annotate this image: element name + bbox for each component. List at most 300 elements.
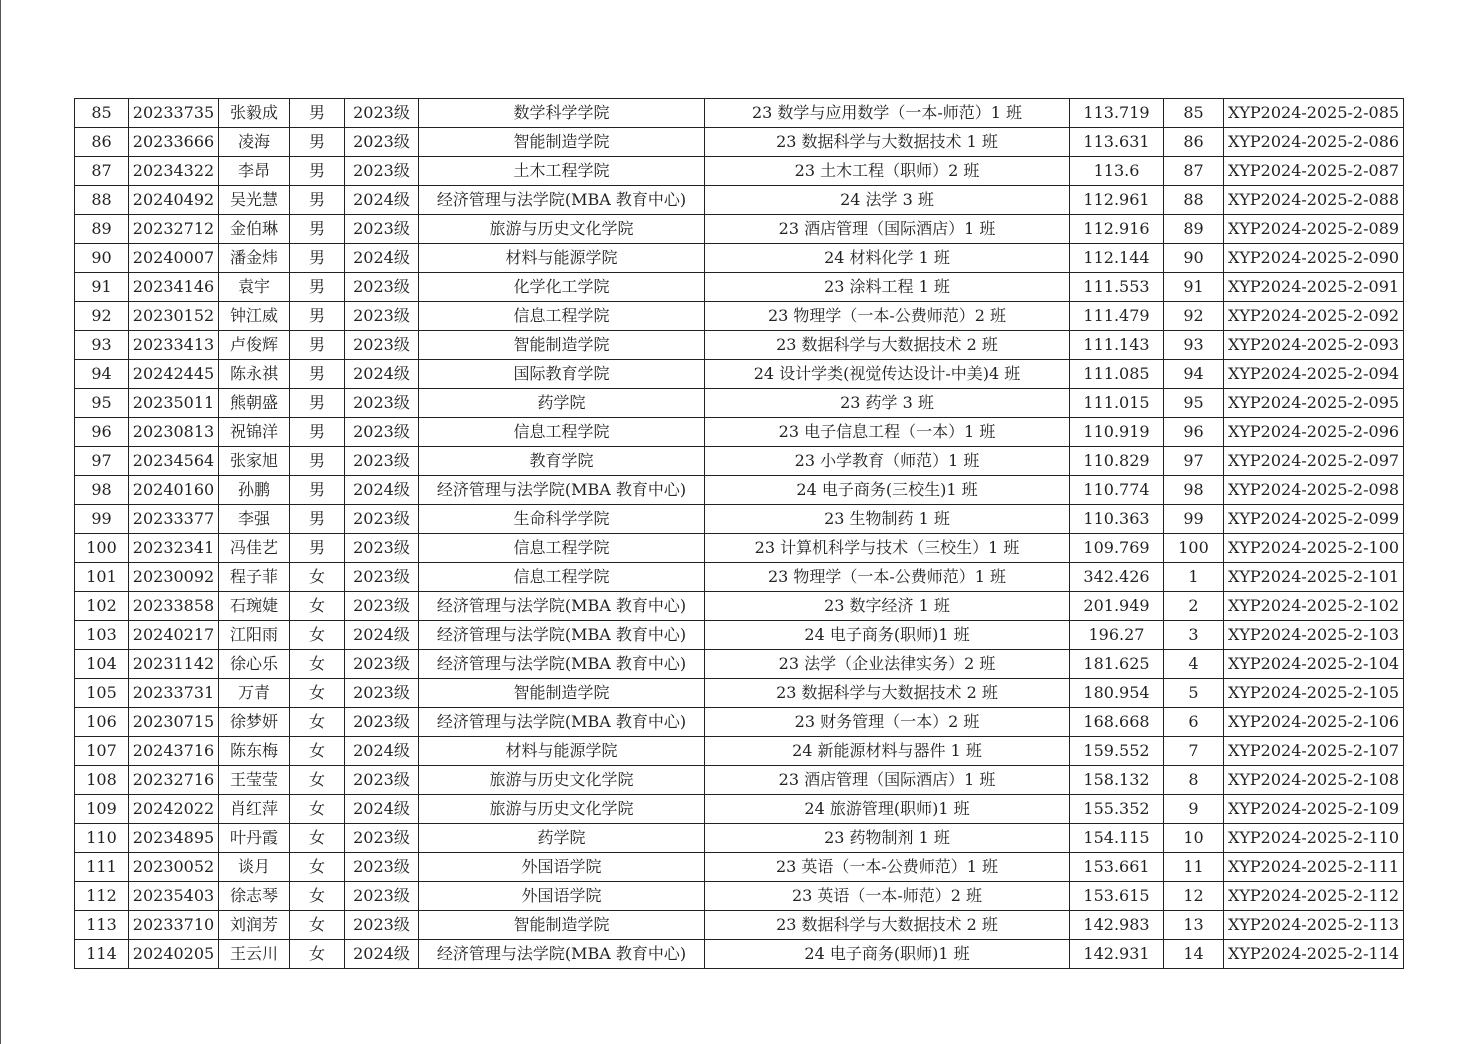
class-name-cell: 23 数据科学与大数据技术 1 班 [705,128,1070,157]
student-name-cell: 袁宇 [219,273,290,302]
row-number-cell: 85 [75,99,129,128]
table-row [75,476,1404,505]
student-id-cell: 20230715 [129,708,219,737]
score-cell: 112.961 [1070,186,1164,215]
rank-cell: 86 [1164,128,1224,157]
table-row [75,853,1404,882]
table-row [75,650,1404,679]
rank-cell: 91 [1164,273,1224,302]
student-name-cell: 谈月 [219,853,290,882]
college-cell: 信息工程学院 [419,418,705,447]
grade-cell: 2023级 [345,128,419,157]
student-id-cell: 20234895 [129,824,219,853]
student-name-cell: 凌海 [219,128,290,157]
gender-cell: 男 [290,360,345,389]
table-row [75,302,1404,331]
rank-cell: 7 [1164,737,1224,766]
student-name-cell: 万青 [219,679,290,708]
student-id-cell: 20233858 [129,592,219,621]
college-cell: 数学科学学院 [419,99,705,128]
student-id-cell: 20240205 [129,940,219,969]
score-cell: 180.954 [1070,679,1164,708]
table-row [75,940,1404,969]
student-name-cell: 冯佳艺 [219,534,290,563]
college-cell: 生命科学学院 [419,505,705,534]
student-name-cell: 刘润芳 [219,911,290,940]
score-cell: 168.668 [1070,708,1164,737]
college-cell: 信息工程学院 [419,302,705,331]
table-row [75,389,1404,418]
rank-cell: 85 [1164,99,1224,128]
student-id-cell: 20235011 [129,389,219,418]
grade-cell: 2024级 [345,476,419,505]
student-name-cell: 李强 [219,505,290,534]
certificate-code-cell: XYP2024-2025-2-114 [1224,940,1404,969]
class-name-cell: 23 数字经济 1 班 [705,592,1070,621]
college-cell: 经济管理与法学院(MBA 教育中心) [419,650,705,679]
gender-cell: 男 [290,447,345,476]
student-id-cell: 20242445 [129,360,219,389]
score-cell: 159.552 [1070,737,1164,766]
row-number-cell: 91 [75,273,129,302]
score-cell: 112.144 [1070,244,1164,273]
student-id-cell: 20232712 [129,215,219,244]
gender-cell: 女 [290,911,345,940]
row-number-cell: 97 [75,447,129,476]
certificate-code-cell: XYP2024-2025-2-103 [1224,621,1404,650]
certificate-code-cell: XYP2024-2025-2-111 [1224,853,1404,882]
row-number-cell: 110 [75,824,129,853]
grade-cell: 2023级 [345,766,419,795]
certificate-code-cell: XYP2024-2025-2-090 [1224,244,1404,273]
college-cell: 智能制造学院 [419,679,705,708]
score-cell: 153.661 [1070,853,1164,882]
table-row [75,766,1404,795]
student-name-cell: 张家旭 [219,447,290,476]
table-row [75,911,1404,940]
student-id-cell: 20230052 [129,853,219,882]
gender-cell: 女 [290,882,345,911]
row-number-cell: 111 [75,853,129,882]
certificate-code-cell: XYP2024-2025-2-085 [1224,99,1404,128]
college-cell: 经济管理与法学院(MBA 教育中心) [419,476,705,505]
class-name-cell: 24 设计学类(视觉传达设计-中美)4 班 [705,360,1070,389]
certificate-code-cell: XYP2024-2025-2-092 [1224,302,1404,331]
grade-cell: 2023级 [345,853,419,882]
row-number-cell: 86 [75,128,129,157]
score-cell: 111.479 [1070,302,1164,331]
score-cell: 113.631 [1070,128,1164,157]
rank-cell: 6 [1164,708,1224,737]
rank-cell: 89 [1164,215,1224,244]
row-number-cell: 102 [75,592,129,621]
certificate-code-cell: XYP2024-2025-2-089 [1224,215,1404,244]
student-ranking-table [74,98,1404,969]
certificate-code-cell: XYP2024-2025-2-099 [1224,505,1404,534]
student-id-cell: 20233710 [129,911,219,940]
student-name-cell: 王莹莹 [219,766,290,795]
grade-cell: 2023级 [345,418,419,447]
certificate-code-cell: XYP2024-2025-2-091 [1224,273,1404,302]
college-cell: 外国语学院 [419,882,705,911]
row-number-cell: 108 [75,766,129,795]
gender-cell: 女 [290,795,345,824]
grade-cell: 2023级 [345,911,419,940]
table-row [75,244,1404,273]
certificate-code-cell: XYP2024-2025-2-095 [1224,389,1404,418]
grade-cell: 2023级 [345,592,419,621]
gender-cell: 女 [290,621,345,650]
score-cell: 112.916 [1070,215,1164,244]
certificate-code-cell: XYP2024-2025-2-105 [1224,679,1404,708]
table-row [75,563,1404,592]
rank-cell: 5 [1164,679,1224,708]
rank-cell: 100 [1164,534,1224,563]
student-id-cell: 20240217 [129,621,219,650]
student-id-cell: 20233666 [129,128,219,157]
college-cell: 土木工程学院 [419,157,705,186]
table-row [75,186,1404,215]
gender-cell: 女 [290,708,345,737]
student-name-cell: 熊朝盛 [219,389,290,418]
grade-cell: 2024级 [345,186,419,215]
gender-cell: 女 [290,853,345,882]
class-name-cell: 23 英语（一本-公费师范）1 班 [705,853,1070,882]
student-name-cell: 钟江威 [219,302,290,331]
row-number-cell: 99 [75,505,129,534]
college-cell: 经济管理与法学院(MBA 教育中心) [419,940,705,969]
rank-cell: 11 [1164,853,1224,882]
gender-cell: 男 [290,186,345,215]
row-number-cell: 89 [75,215,129,244]
score-cell: 153.615 [1070,882,1164,911]
certificate-code-cell: XYP2024-2025-2-112 [1224,882,1404,911]
student-id-cell: 20235403 [129,882,219,911]
grade-cell: 2023级 [345,157,419,186]
grade-cell: 2023级 [345,273,419,302]
college-cell: 信息工程学院 [419,563,705,592]
certificate-code-cell: XYP2024-2025-2-094 [1224,360,1404,389]
table-row [75,679,1404,708]
class-name-cell: 23 数据科学与大数据技术 2 班 [705,679,1070,708]
score-cell: 110.919 [1070,418,1164,447]
grade-cell: 2023级 [345,534,419,563]
gender-cell: 男 [290,534,345,563]
gender-cell: 女 [290,650,345,679]
certificate-code-cell: XYP2024-2025-2-106 [1224,708,1404,737]
gender-cell: 男 [290,128,345,157]
row-number-cell: 113 [75,911,129,940]
class-name-cell: 23 数学与应用数学（一本-师范）1 班 [705,99,1070,128]
student-id-cell: 20233735 [129,99,219,128]
page-edge [0,0,1,1044]
student-name-cell: 张毅成 [219,99,290,128]
student-name-cell: 卢俊辉 [219,331,290,360]
student-id-cell: 20234322 [129,157,219,186]
class-name-cell: 23 电子信息工程（一本）1 班 [705,418,1070,447]
gender-cell: 男 [290,99,345,128]
student-id-cell: 20230813 [129,418,219,447]
gender-cell: 男 [290,302,345,331]
student-name-cell: 潘金炜 [219,244,290,273]
rank-cell: 10 [1164,824,1224,853]
gender-cell: 男 [290,389,345,418]
score-cell: 155.352 [1070,795,1164,824]
gender-cell: 男 [290,331,345,360]
certificate-code-cell: XYP2024-2025-2-110 [1224,824,1404,853]
table-row [75,331,1404,360]
table-row [75,447,1404,476]
row-number-cell: 105 [75,679,129,708]
student-name-cell: 金伯琳 [219,215,290,244]
grade-cell: 2023级 [345,679,419,708]
gender-cell: 女 [290,766,345,795]
student-id-cell: 20234146 [129,273,219,302]
gender-cell: 男 [290,505,345,534]
student-id-cell: 20230092 [129,563,219,592]
class-name-cell: 23 英语（一本-师范）2 班 [705,882,1070,911]
row-number-cell: 109 [75,795,129,824]
college-cell: 材料与能源学院 [419,737,705,766]
gender-cell: 男 [290,476,345,505]
table-row [75,418,1404,447]
grade-cell: 2023级 [345,882,419,911]
grade-cell: 2023级 [345,563,419,592]
class-name-cell: 23 小学教育（师范）1 班 [705,447,1070,476]
rank-cell: 94 [1164,360,1224,389]
college-cell: 信息工程学院 [419,534,705,563]
class-name-cell: 23 药物制剂 1 班 [705,824,1070,853]
table-row [75,157,1404,186]
rank-cell: 95 [1164,389,1224,418]
student-id-cell: 20233731 [129,679,219,708]
rank-cell: 4 [1164,650,1224,679]
student-id-cell: 20233413 [129,331,219,360]
certificate-code-cell: XYP2024-2025-2-088 [1224,186,1404,215]
rank-cell: 87 [1164,157,1224,186]
certificate-code-cell: XYP2024-2025-2-102 [1224,592,1404,621]
rank-cell: 93 [1164,331,1224,360]
rank-cell: 1 [1164,563,1224,592]
grade-cell: 2024级 [345,621,419,650]
row-number-cell: 100 [75,534,129,563]
class-name-cell: 23 物理学（一本-公费师范）1 班 [705,563,1070,592]
table-row [75,737,1404,766]
student-name-cell: 徐志琴 [219,882,290,911]
row-number-cell: 87 [75,157,129,186]
college-cell: 旅游与历史文化学院 [419,766,705,795]
grade-cell: 2023级 [345,389,419,418]
score-cell: 196.27 [1070,621,1164,650]
college-cell: 智能制造学院 [419,128,705,157]
rank-cell: 14 [1164,940,1224,969]
college-cell: 智能制造学院 [419,331,705,360]
rank-cell: 90 [1164,244,1224,273]
rank-cell: 3 [1164,621,1224,650]
college-cell: 材料与能源学院 [419,244,705,273]
college-cell: 旅游与历史文化学院 [419,215,705,244]
certificate-code-cell: XYP2024-2025-2-098 [1224,476,1404,505]
row-number-cell: 107 [75,737,129,766]
gender-cell: 女 [290,824,345,853]
row-number-cell: 92 [75,302,129,331]
grade-cell: 2023级 [345,99,419,128]
table-row [75,505,1404,534]
table-row [75,273,1404,302]
gender-cell: 男 [290,215,345,244]
score-cell: 113.6 [1070,157,1164,186]
student-name-cell: 叶丹霞 [219,824,290,853]
grade-cell: 2024级 [345,360,419,389]
college-cell: 国际教育学院 [419,360,705,389]
row-number-cell: 96 [75,418,129,447]
rank-cell: 98 [1164,476,1224,505]
student-name-cell: 王云川 [219,940,290,969]
student-id-cell: 20234564 [129,447,219,476]
class-name-cell: 24 旅游管理(职师)1 班 [705,795,1070,824]
table-row [75,621,1404,650]
college-cell: 教育学院 [419,447,705,476]
certificate-code-cell: XYP2024-2025-2-096 [1224,418,1404,447]
score-cell: 111.085 [1070,360,1164,389]
score-cell: 110.363 [1070,505,1164,534]
grade-cell: 2024级 [345,795,419,824]
grade-cell: 2024级 [345,940,419,969]
certificate-code-cell: XYP2024-2025-2-101 [1224,563,1404,592]
class-name-cell: 23 财务管理（一本）2 班 [705,708,1070,737]
student-name-cell: 程子菲 [219,563,290,592]
student-name-cell: 祝锦洋 [219,418,290,447]
certificate-code-cell: XYP2024-2025-2-100 [1224,534,1404,563]
row-number-cell: 88 [75,186,129,215]
grade-cell: 2023级 [345,447,419,476]
college-cell: 经济管理与法学院(MBA 教育中心) [419,621,705,650]
score-cell: 342.426 [1070,563,1164,592]
score-cell: 110.774 [1070,476,1164,505]
score-cell: 110.829 [1070,447,1164,476]
student-id-cell: 20242022 [129,795,219,824]
certificate-code-cell: XYP2024-2025-2-113 [1224,911,1404,940]
student-name-cell: 石琬婕 [219,592,290,621]
class-name-cell: 23 计算机科学与技术（三校生）1 班 [705,534,1070,563]
student-name-cell: 徐梦妍 [219,708,290,737]
score-cell: 158.132 [1070,766,1164,795]
gender-cell: 男 [290,157,345,186]
row-number-cell: 94 [75,360,129,389]
certificate-code-cell: XYP2024-2025-2-107 [1224,737,1404,766]
rank-cell: 13 [1164,911,1224,940]
college-cell: 经济管理与法学院(MBA 教育中心) [419,186,705,215]
gender-cell: 男 [290,273,345,302]
row-number-cell: 98 [75,476,129,505]
gender-cell: 男 [290,244,345,273]
rank-cell: 96 [1164,418,1224,447]
class-name-cell: 23 数据科学与大数据技术 2 班 [705,331,1070,360]
student-id-cell: 20240007 [129,244,219,273]
rank-cell: 92 [1164,302,1224,331]
student-name-cell: 江阳雨 [219,621,290,650]
class-name-cell: 24 法学 3 班 [705,186,1070,215]
student-id-cell: 20232341 [129,534,219,563]
student-id-cell: 20233377 [129,505,219,534]
row-number-cell: 104 [75,650,129,679]
certificate-code-cell: XYP2024-2025-2-109 [1224,795,1404,824]
class-name-cell: 24 新能源材料与器件 1 班 [705,737,1070,766]
college-cell: 经济管理与法学院(MBA 教育中心) [419,592,705,621]
class-name-cell: 23 物理学（一本-公费师范）2 班 [705,302,1070,331]
rank-cell: 8 [1164,766,1224,795]
class-name-cell: 24 电子商务(职师)1 班 [705,621,1070,650]
grade-cell: 2023级 [345,505,419,534]
student-name-cell: 陈东梅 [219,737,290,766]
class-name-cell: 23 土木工程（职师）2 班 [705,157,1070,186]
gender-cell: 男 [290,418,345,447]
class-name-cell: 24 材料化学 1 班 [705,244,1070,273]
student-id-cell: 20240492 [129,186,219,215]
rank-cell: 2 [1164,592,1224,621]
college-cell: 药学院 [419,389,705,418]
college-cell: 旅游与历史文化学院 [419,795,705,824]
student-name-cell: 陈永祺 [219,360,290,389]
table-row [75,708,1404,737]
score-cell: 181.625 [1070,650,1164,679]
student-name-cell: 孙鹏 [219,476,290,505]
gender-cell: 女 [290,563,345,592]
row-number-cell: 114 [75,940,129,969]
grade-cell: 2024级 [345,244,419,273]
table-row [75,882,1404,911]
score-cell: 109.769 [1070,534,1164,563]
rank-cell: 9 [1164,795,1224,824]
row-number-cell: 103 [75,621,129,650]
college-cell: 药学院 [419,824,705,853]
rank-cell: 88 [1164,186,1224,215]
rank-cell: 12 [1164,882,1224,911]
score-cell: 111.143 [1070,331,1164,360]
certificate-code-cell: XYP2024-2025-2-104 [1224,650,1404,679]
rank-cell: 99 [1164,505,1224,534]
class-name-cell: 23 法学（企业法律实务）2 班 [705,650,1070,679]
class-name-cell: 23 生物制药 1 班 [705,505,1070,534]
student-name-cell: 吴光慧 [219,186,290,215]
grade-cell: 2023级 [345,302,419,331]
gender-cell: 女 [290,592,345,621]
row-number-cell: 90 [75,244,129,273]
student-name-cell: 肖红萍 [219,795,290,824]
certificate-code-cell: XYP2024-2025-2-108 [1224,766,1404,795]
gender-cell: 女 [290,679,345,708]
table-row [75,592,1404,621]
certificate-code-cell: XYP2024-2025-2-087 [1224,157,1404,186]
student-name-cell: 李昂 [219,157,290,186]
college-cell: 化学化工学院 [419,273,705,302]
table-row [75,824,1404,853]
row-number-cell: 101 [75,563,129,592]
gender-cell: 女 [290,940,345,969]
student-id-cell: 20230152 [129,302,219,331]
class-name-cell: 23 涂料工程 1 班 [705,273,1070,302]
score-cell: 142.983 [1070,911,1164,940]
certificate-code-cell: XYP2024-2025-2-097 [1224,447,1404,476]
college-cell: 智能制造学院 [419,911,705,940]
student-id-cell: 20243716 [129,737,219,766]
table-row [75,360,1404,389]
table-row [75,128,1404,157]
class-name-cell: 24 电子商务(职师)1 班 [705,940,1070,969]
grade-cell: 2023级 [345,215,419,244]
college-cell: 外国语学院 [419,853,705,882]
class-name-cell: 23 药学 3 班 [705,389,1070,418]
